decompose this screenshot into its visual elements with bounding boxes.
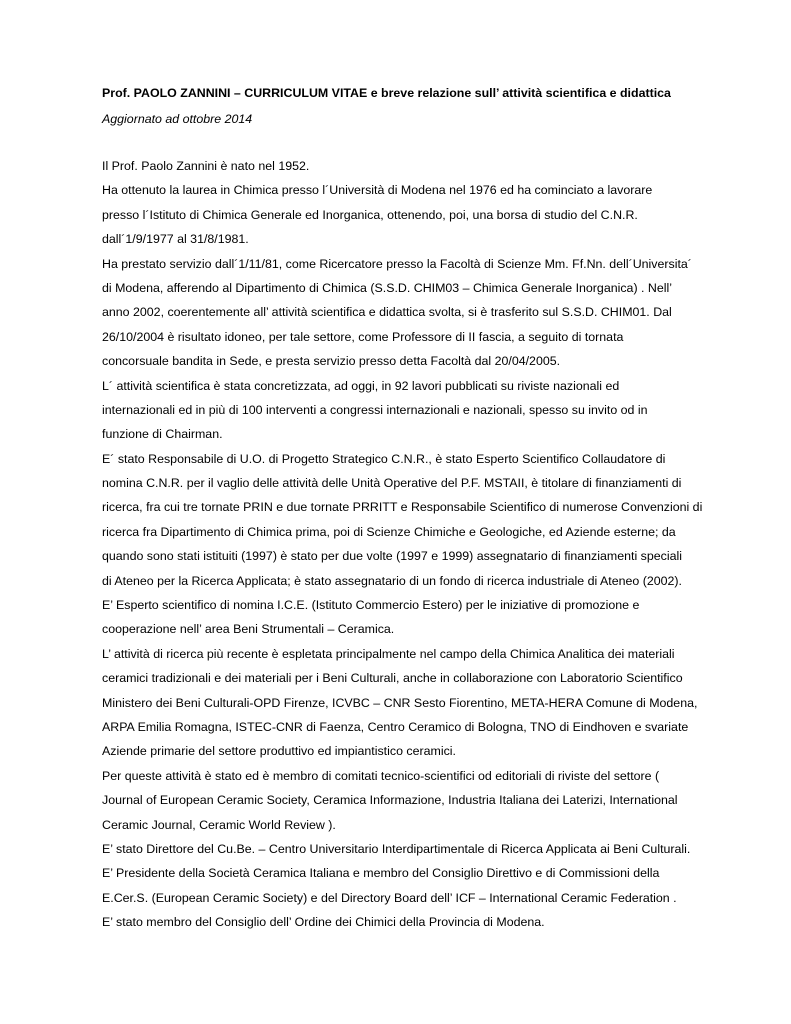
body-text-line: funzione di Chairman. (102, 427, 223, 442)
body-text-line: E´ stato Responsabile di U.O. di Progetto Strategico C.N.R., è stato Esperto Scientifico Collaudatore di (102, 451, 666, 466)
body-text-line: Journal of European Ceramic Society, Ceramica Informazione, Industria Italiana dei Laterizi, International (102, 793, 678, 808)
body-text-line: E’ stato Direttore del Cu.Be. – Centro Universitario Interdipartimentale di Ricerca Applicata ai Beni Culturali. (102, 841, 691, 856)
body-text-line: ricerca fra Dipartimento di Chimica prima, poi di Scienze Chimiche e Geologiche, ed Aziende esterne; da (102, 524, 676, 539)
body-text-line: anno 2002, coerentemente all’ attività scientifica e didattica svolta, si è trasferito sul S.S.D. CHIM01. Dal (102, 305, 672, 320)
document-title: Prof. PAOLO ZANNINI – CURRICULUM VITAE e breve relazione sull’ attività scientifica e didattica (102, 86, 671, 100)
body-text-line: ARPA Emilia Romagna, ISTEC-CNR di Faenza, Centro Ceramico di Bologna, TNO di Eindhoven e svariate (102, 719, 689, 734)
body-text-line: presso l´Istituto di Chimica Generale ed Inorganica, ottenendo, poi, una borsa di studio del C.N.R. (102, 207, 638, 222)
body-text-line: cooperazione nell’ area Beni Strumentali – Ceramica. (102, 622, 395, 637)
body-text-line: Ha ottenuto la laurea in Chimica presso l´Università di Modena nel 1976 ed ha cominciato a lavorare (102, 183, 653, 198)
body-text-line: dall´1/9/1977 al 31/8/1981. (102, 232, 249, 247)
body-text-line: L´ attività scientifica è stata concretizzata, ad oggi, in 92 lavori pubblicati su riviste nazionali ed (102, 378, 620, 393)
body-text-line: E.Cer.S. (European Ceramic Society) e del Directory Board dell’ ICF – International Ceramic Federation . (102, 890, 677, 905)
body-text-line: E’ Presidente della Società Ceramica Italiana e membro del Consiglio Direttivo e di Commissioni della (102, 866, 660, 881)
body-text-line: Il Prof. Paolo Zannini è nato nel 1952. (102, 159, 310, 173)
body-text-line: E’ stato membro del Consiglio dell’ Ordine dei Chimici della Provincia di Modena. (102, 915, 545, 930)
body-text-line: quando sono stati istituiti (1997) è stato per due volte (1997 e 1999) assegnatario di finanziamenti speciali (102, 549, 682, 564)
body-text-line: Ha prestato servizio dall´1/11/81, come Ricercatore presso la Facoltà di Scienze Mm. Ff.Nn. dell´Universita´ (102, 256, 692, 271)
body-text-line: E’ Esperto scientifico di nomina I.C.E. (Istituto Commercio Estero) per le iniziative di promozione e (102, 598, 640, 613)
body-text-line: concorsuale bandita in Sede, e presta servizio presso detta Facoltà dal 20/04/2005. (102, 354, 561, 369)
body-text-line: ceramici tradizionali e dei materiali per i Beni Culturali, anche in collaborazione con Laboratorio Scientifico (102, 671, 683, 686)
document-subtitle: Aggiornato ad ottobre 2014 (102, 112, 253, 126)
body-text-line: internazionali ed in più di 100 interventi a congressi internazionali e nazionali, spesso su invito od in (102, 402, 648, 417)
body-text-line: ricerca, fra cui tre tornate PRIN e due tornate PRRITT e Responsabile Scientifico di numerose Convenzioni di (102, 500, 703, 515)
document-body (102, 157, 702, 938)
body-text-line: di Ateneo per la Ricerca Applicata; è stato assegnatario di un fondo di ricerca industriale di Ateneo (2002). (102, 573, 682, 588)
body-text-line: Aziende primarie del settore produttivo ed impiantistico ceramici. (102, 744, 456, 759)
body-text-line: 26/10/2004 è risultato idoneo, per tale settore, come Professore di II fascia, a seguito di tornata (102, 329, 624, 344)
body-text-line: nomina C.N.R. per il vaglio delle attività delle Unità Operative del P.F. MSTAII, è titolare di finanziamenti di (102, 476, 682, 491)
body-text-line: L’ attività di ricerca più recente è espletata principalmente nel campo della Chimica Analitica dei materiali (102, 646, 675, 661)
body-text-line: Ceramic Journal, Ceramic World Review ). (102, 817, 336, 832)
body-text-line: di Modena, afferendo al Dipartimento di Chimica (S.S.D. CHIM03 – Chimica Generale Inorganica) . Nell’ (102, 280, 672, 295)
body-text-line: Per queste attività è stato ed è membro di comitati tecnico-scientifici od editoriali di riviste del settore ( (102, 768, 660, 783)
body-text-line: Ministero dei Beni Culturali-OPD Firenze, ICVBC – CNR Sesto Fiorentino, META-HERA Comune di Modena, (102, 695, 698, 710)
